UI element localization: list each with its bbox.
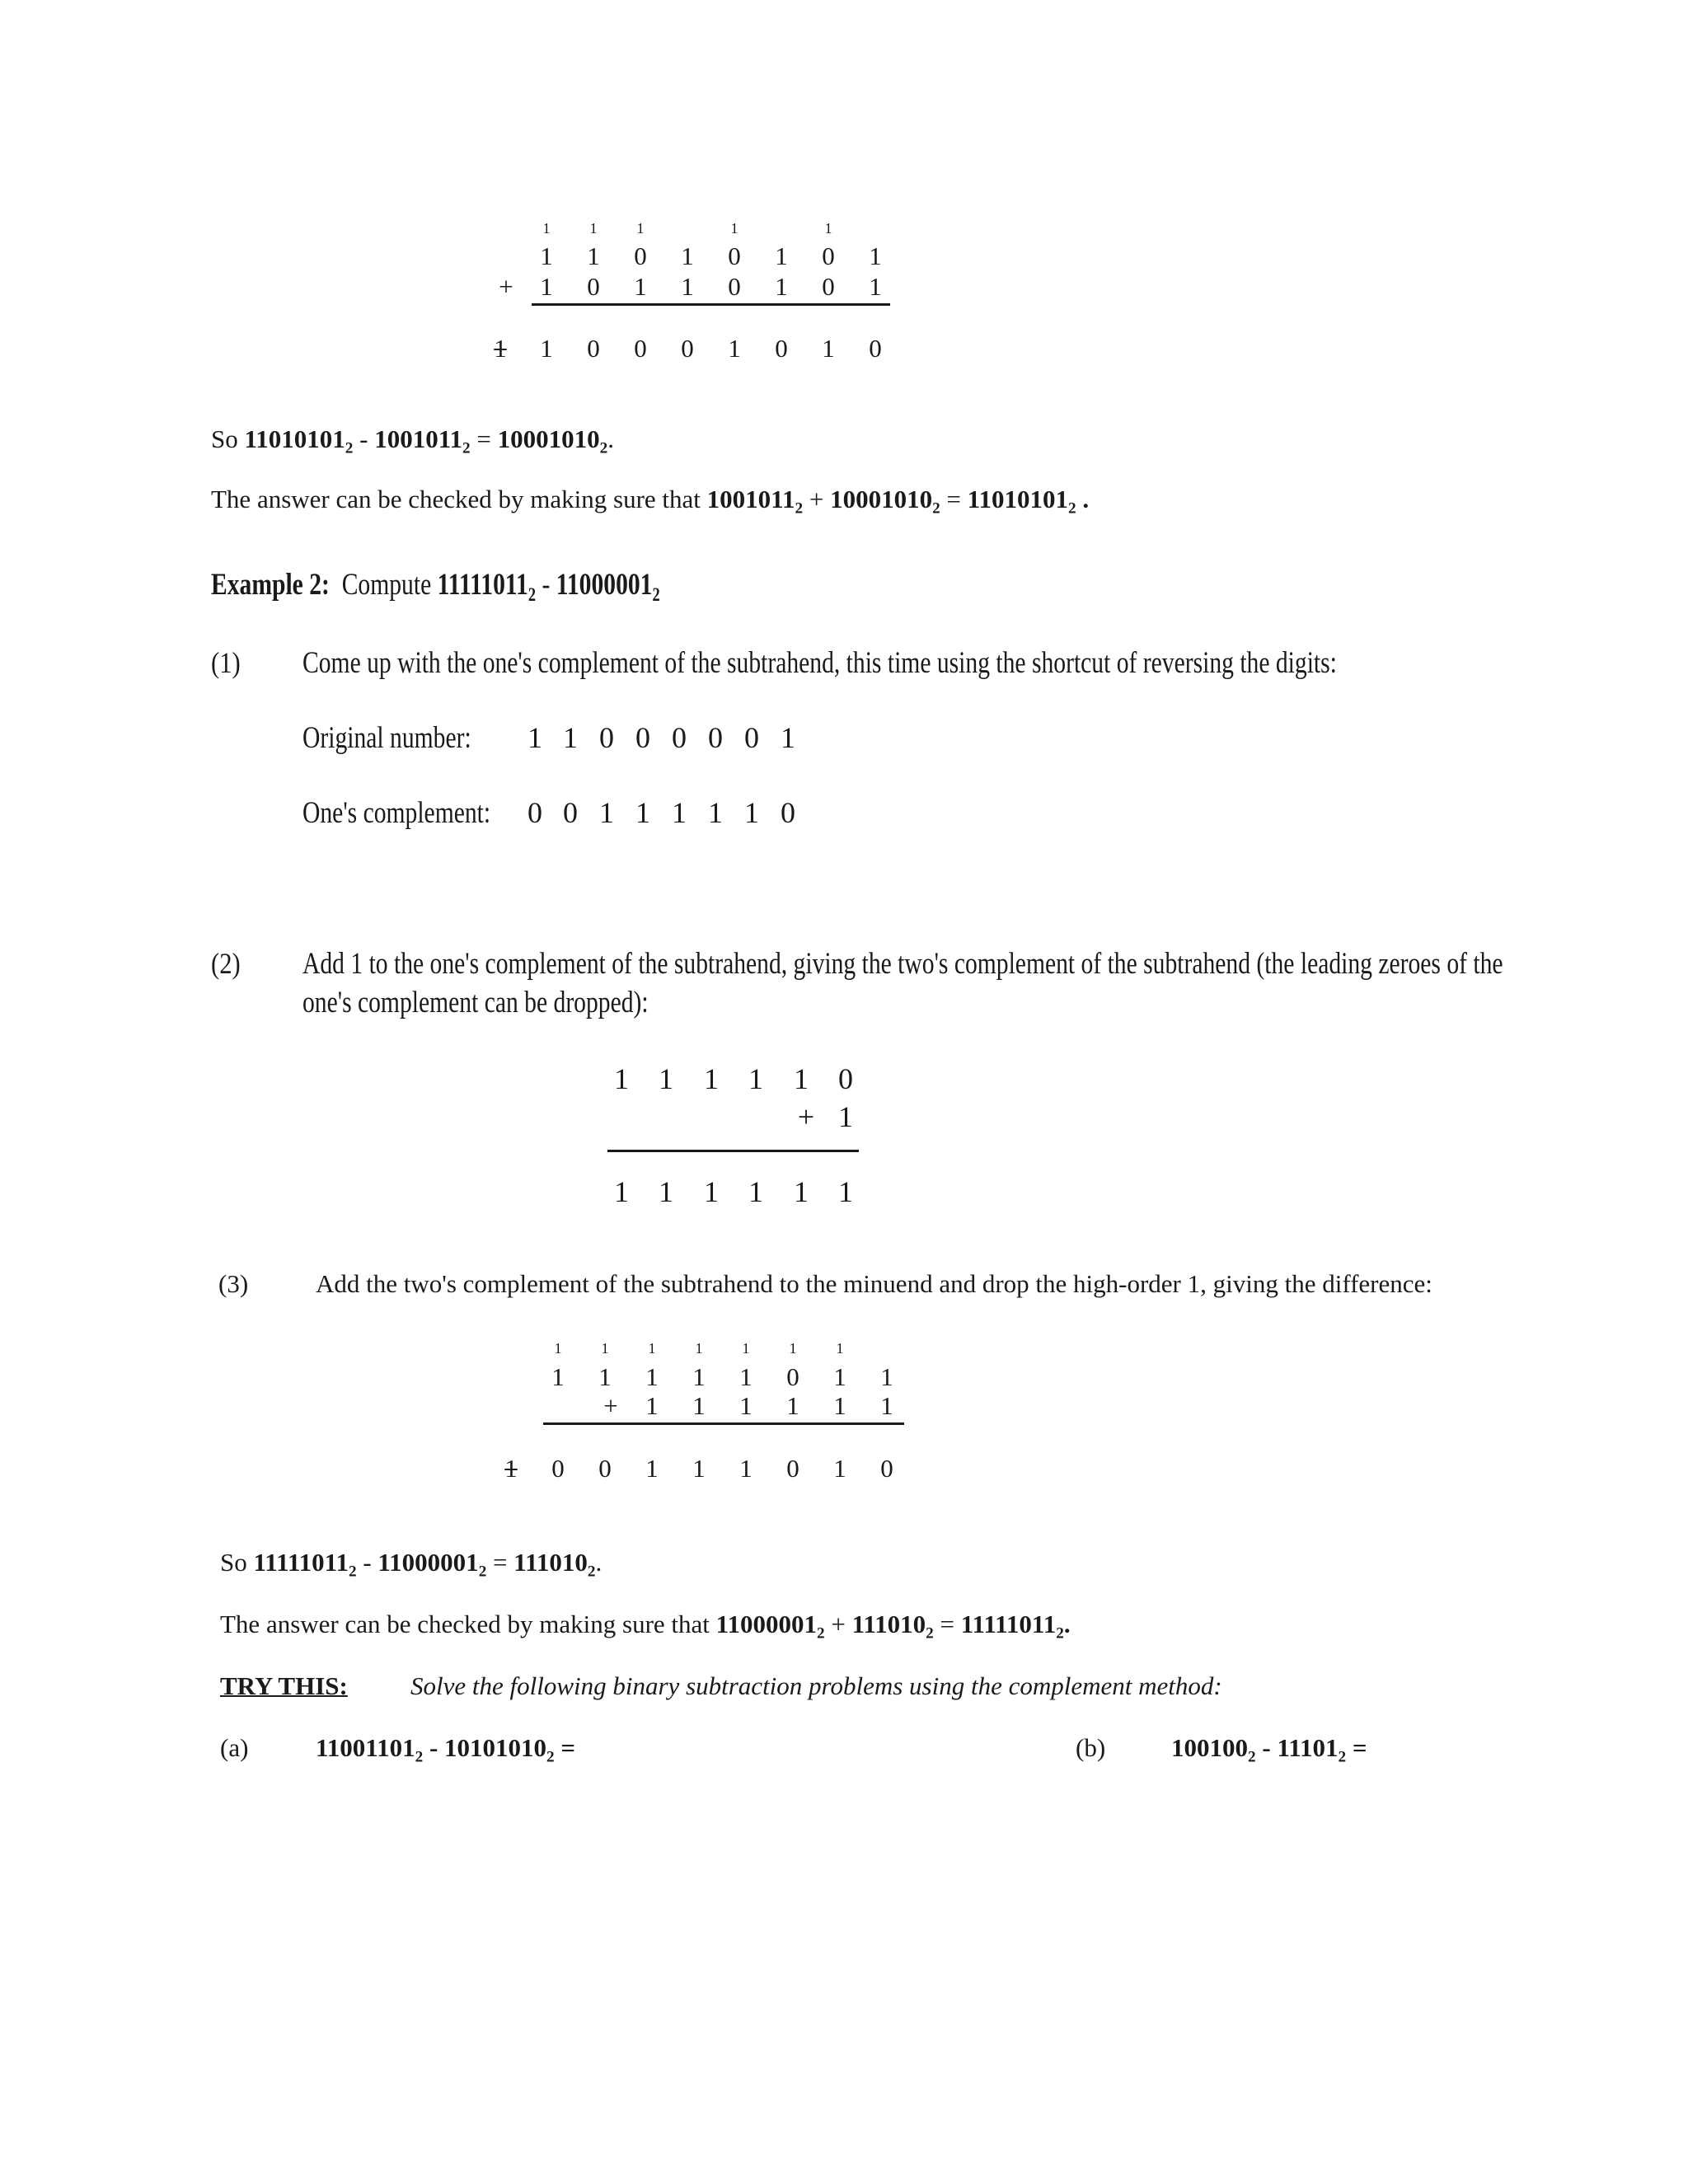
sum-rule	[543, 1422, 904, 1425]
carry-digit: 1	[836, 1340, 844, 1357]
carry-digit: 1	[589, 220, 598, 237]
carry-digit: 1	[824, 220, 832, 237]
problem-b-label: (b)	[1076, 1733, 1106, 1762]
step-2-text-line-2: one's complement can be dropped):	[302, 986, 649, 1019]
digit: 1	[744, 796, 759, 829]
digit: 0	[775, 334, 788, 363]
digit: 1	[880, 1362, 893, 1391]
digit: 1	[645, 1391, 659, 1420]
carry-digit: 1	[695, 1340, 703, 1357]
digit: 1	[869, 272, 882, 301]
digit: 1	[838, 1100, 853, 1133]
digit: 1	[614, 1175, 629, 1208]
digit: 1	[540, 334, 553, 363]
digit: 1	[833, 1362, 846, 1391]
digit: 1	[614, 1062, 629, 1095]
digit: 1	[659, 1175, 673, 1208]
digit: 0	[551, 1454, 565, 1483]
digit: 1	[599, 796, 614, 829]
digit: 1	[692, 1454, 706, 1483]
digit: 1	[794, 1062, 809, 1095]
digit: 1	[681, 241, 694, 270]
digit: 1	[880, 1391, 893, 1420]
digit: 1	[822, 334, 835, 363]
digit: 0	[563, 796, 578, 829]
dropped-carry-digit: 1	[494, 334, 507, 363]
digit: 1	[587, 241, 600, 270]
digit: 0	[781, 796, 795, 829]
digit: 1	[748, 1062, 763, 1095]
digit: 1	[775, 272, 788, 301]
step-2-number: (2)	[211, 947, 241, 980]
digit: 1	[563, 721, 578, 754]
digit: 0	[587, 334, 600, 363]
digit: 1	[739, 1391, 753, 1420]
digit: 1	[775, 241, 788, 270]
try-this-label: TRY THIS:	[220, 1671, 348, 1700]
digit: 0	[786, 1454, 799, 1483]
ones-complement-label: One's complement:	[302, 796, 491, 830]
digit: 0	[634, 334, 647, 363]
digit: 0	[598, 1454, 612, 1483]
carry-digit: 1	[554, 1340, 562, 1357]
example-2-heading: Example 2: Compute $11111011_2 - 11000001_2$	[211, 568, 660, 606]
plus-sign: +	[797, 1100, 815, 1133]
digit: 1	[833, 1454, 846, 1483]
digit: 0	[672, 721, 687, 754]
digit: 1	[728, 334, 741, 363]
digit: 0	[786, 1362, 799, 1391]
digit: 1	[869, 241, 882, 270]
step-3-text: Add the two's complement of the subtrahend to the minuend and drop the high-order 1, giving the difference:	[316, 1269, 1432, 1298]
digit: 0	[635, 721, 650, 754]
problem-b: $100100_2 - 11101_2$ =	[1171, 1733, 1367, 1766]
sum-rule	[532, 303, 890, 306]
digit: 1	[540, 272, 553, 301]
digit: 1	[551, 1362, 565, 1391]
problem-a: $11001101_2 - 10101010_2$ =	[316, 1733, 576, 1766]
plus-sign: +	[603, 1391, 618, 1420]
digit: 1	[645, 1362, 659, 1391]
plus-sign: +	[499, 272, 513, 301]
step-2-text-line-1: Add 1 to the one's complement of the subtrahend, giving the two's complement of the subtrahend (the leading zeroes of the	[302, 947, 1503, 981]
digit: 0	[880, 1454, 893, 1483]
carry-digit: 1	[636, 220, 645, 237]
conclusion-2: So $11111011_2 - 11000001_2 = 111010_2$.	[220, 1548, 603, 1581]
step-3-number: (3)	[218, 1269, 249, 1298]
digit: 1	[692, 1362, 706, 1391]
check-2: The answer can be checked by making sure that $11000001_2 + 111010_2 = 11111011_2$.	[220, 1610, 1071, 1643]
digit: 0	[822, 241, 835, 270]
digit: 1	[635, 796, 650, 829]
sum-rule	[607, 1150, 859, 1152]
digit: 1	[739, 1362, 753, 1391]
carry-digit: 1	[601, 1340, 609, 1357]
digit: 0	[681, 334, 694, 363]
digit: 1	[794, 1175, 809, 1208]
digit: 0	[708, 721, 723, 754]
carry-digit: 1	[742, 1340, 750, 1357]
carry-digit: 1	[542, 220, 551, 237]
conclusion-1: So $11010101_2 - 1001011_2 = 10001010_2$.	[211, 424, 614, 457]
problem-a-label: (a)	[220, 1733, 249, 1762]
digit: 0	[869, 334, 882, 363]
digit: 1	[672, 796, 687, 829]
dropped-high-order-digit: 1	[504, 1454, 518, 1483]
digit: 0	[528, 796, 542, 829]
digit: 1	[681, 272, 694, 301]
digit: 0	[599, 721, 614, 754]
digit: 1	[692, 1391, 706, 1420]
digit: 0	[728, 241, 741, 270]
digit: 1	[528, 721, 542, 754]
digit: 1	[704, 1062, 719, 1095]
digit: 0	[634, 241, 647, 270]
carry-digit: 1	[730, 220, 738, 237]
digit: 1	[739, 1454, 753, 1483]
digit: 1	[748, 1175, 763, 1208]
digit: 1	[659, 1062, 673, 1095]
digit: 1	[786, 1391, 799, 1420]
digit: 0	[838, 1062, 853, 1095]
digit: 1	[634, 272, 647, 301]
digit: 0	[587, 272, 600, 301]
digit: 1	[781, 721, 795, 754]
step-1-number: (1)	[211, 646, 241, 679]
step-1-text: Come up with the one's complement of the subtrahend, this time using the shortcut of reversing the digits:	[302, 646, 1337, 680]
digit: 1	[708, 796, 723, 829]
digit: 0	[728, 272, 741, 301]
digit: 1	[704, 1175, 719, 1208]
carry-digit: 1	[648, 1340, 656, 1357]
try-this-instruction: Solve the following binary subtraction problems using the complement method:	[410, 1671, 1222, 1700]
digit: 0	[822, 272, 835, 301]
check-1: The answer can be checked by making sure that $1001011_2 + 10001010_2 = 11010101_2$ .	[211, 485, 1090, 518]
digit: 1	[833, 1391, 846, 1420]
digit: 1	[598, 1362, 612, 1391]
carry-digit: 1	[789, 1340, 797, 1357]
original-number-label: Original number:	[302, 721, 471, 755]
digit: 1	[838, 1175, 853, 1208]
digit: 0	[744, 721, 759, 754]
digit: 1	[540, 241, 553, 270]
digit: 1	[645, 1454, 659, 1483]
